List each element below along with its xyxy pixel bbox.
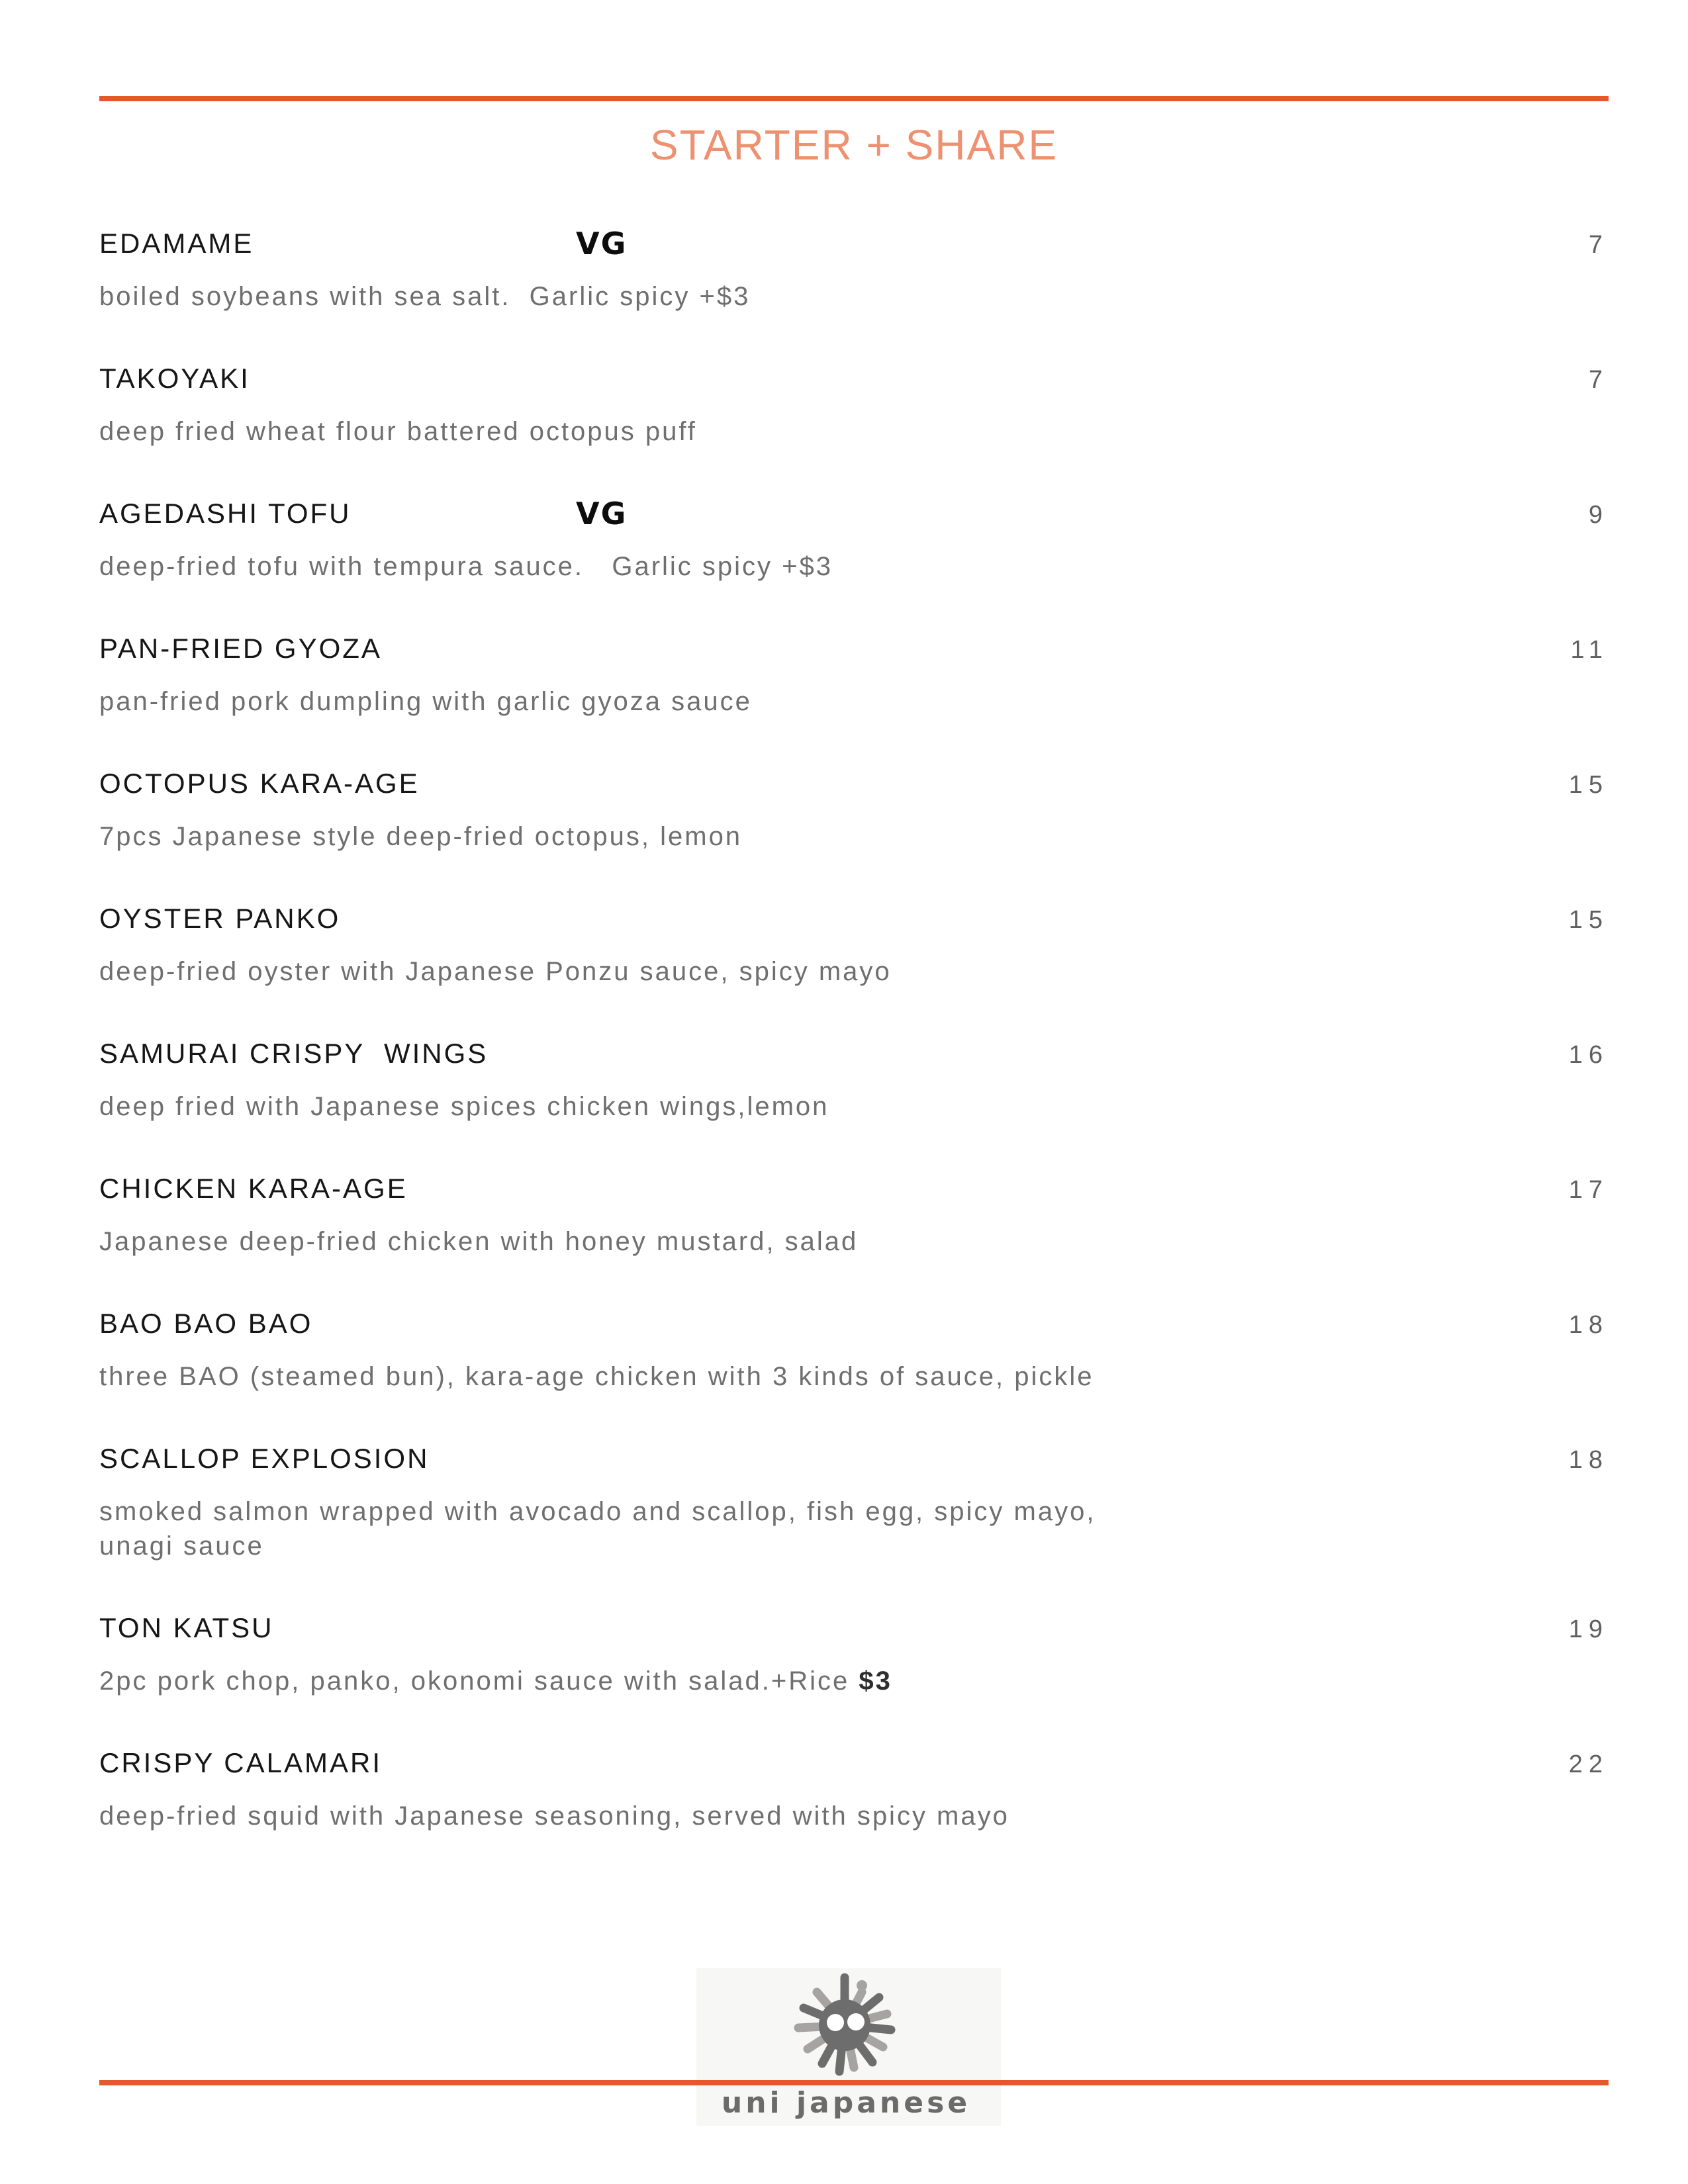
item-name: OCTOPUS KARA-AGE (99, 768, 420, 799)
item-name: CRISPY CALAMARI (99, 1747, 382, 1778)
item-name: CHICKEN KARA-AGE (99, 1173, 408, 1204)
menu-item-agedashi-tofu (99, 496, 1609, 584)
item-name: TON KATSU (99, 1612, 274, 1643)
item-name: SCALLOP EXPLOSION (99, 1443, 430, 1474)
item-description: deep-fried oyster with Japanese Ponzu sauce, spicy mayo (99, 957, 892, 986)
menu-item-bao-bao-bao (99, 1306, 1609, 1394)
item-description-text: 2pc pork chop, panko, okonomi sauce with salad.+Rice (99, 1666, 859, 1696)
item-name-row (99, 226, 1609, 262)
menu-item-oyster-panko (99, 901, 1609, 989)
item-name-row (99, 361, 1609, 397)
item-price: 15 (1568, 771, 1609, 799)
item-name: BAO BAO BAO (99, 1308, 313, 1339)
uni-sea-urchin-logo-icon (788, 1969, 901, 2081)
item-description-line1: smoked salmon wrapped with avocado and scallop, fish egg, spicy mayo, (99, 1497, 1096, 1526)
item-description: deep fried wheat flour battered octopus puff (99, 417, 697, 446)
vegan-vg-icon: VG (576, 226, 628, 261)
bottom-divider (99, 2080, 1609, 2085)
item-description: deep fried with Japanese spices chicken wings,lemon (99, 1092, 829, 1121)
item-price: 16 (1568, 1041, 1609, 1069)
item-name-row (99, 1611, 1609, 1647)
top-divider (99, 96, 1609, 101)
item-name-row (99, 901, 1609, 937)
menu-item-ton-katsu (99, 1611, 1609, 1698)
item-description: boiled soybeans with sea salt. Garlic spicy +$3 (99, 282, 751, 311)
menu-item-octopus-kara-age (99, 766, 1609, 854)
item-price: 11 (1570, 636, 1609, 664)
item-description (99, 1494, 1609, 1563)
item-price: 7 (1588, 366, 1609, 394)
item-price: 9 (1588, 501, 1609, 529)
item-name-row (99, 1441, 1609, 1477)
item-name-row (99, 1746, 1609, 1782)
brand-wordmark: uni japanese (721, 2086, 971, 2120)
menu-item-edamame (99, 226, 1609, 314)
vegan-vg-icon: VG (576, 496, 628, 531)
item-price: 17 (1568, 1176, 1609, 1204)
item-name: TAKOYAKI (99, 363, 250, 394)
item-name: EDAMAME (99, 228, 254, 259)
item-description: pan-fried pork dumpling with garlic gyoza sauce (99, 687, 752, 716)
item-name-row (99, 631, 1609, 667)
menu-item-takoyaki (99, 361, 1609, 449)
item-price: 18 (1568, 1311, 1609, 1339)
menu-item-list (99, 226, 1609, 1833)
item-name: SAMURAI CRISPY WINGS (99, 1038, 489, 1069)
section-title: STARTER + SHARE (649, 121, 1058, 169)
item-name-row (99, 496, 1609, 532)
menu-item-scallop-explosion (99, 1441, 1609, 1563)
item-name-row (99, 1306, 1609, 1342)
item-description: three BAO (steamed bun), kara-age chicken with 3 kinds of sauce, pickle (99, 1362, 1094, 1391)
item-name-row (99, 1171, 1609, 1207)
item-name: AGEDASHI TOFU (99, 498, 352, 529)
item-description: deep-fried squid with Japanese seasoning, served with spicy mayo (99, 1801, 1009, 1831)
item-description: 7pcs Japanese style deep-fried octopus, lemon (99, 822, 743, 851)
item-name-row (99, 766, 1609, 802)
item-price: 19 (1568, 1615, 1609, 1643)
menu-item-chicken-kara-age (99, 1171, 1609, 1259)
item-name: PAN-FRIED GYOZA (99, 633, 382, 664)
menu-item-crispy-calamari (99, 1746, 1609, 1833)
item-price: 22 (1568, 1751, 1609, 1778)
item-price: 7 (1588, 231, 1609, 259)
menu-item-pan-fried-gyoza (99, 631, 1609, 719)
rice-addon-price: $3 (859, 1666, 892, 1696)
item-name: OYSTER PANKO (99, 903, 341, 934)
menu-item-samurai-crispy-wings (99, 1036, 1609, 1124)
item-description: Japanese deep-fried chicken with honey mustard, salad (99, 1227, 859, 1256)
item-description (99, 1664, 1609, 1698)
item-name-row (99, 1036, 1609, 1072)
item-description-line2: unagi sauce (99, 1531, 264, 1561)
item-price: 18 (1568, 1446, 1609, 1474)
item-description: deep-fried tofu with tempura sauce. Garlic spicy +$3 (99, 552, 833, 581)
item-price: 15 (1568, 906, 1609, 934)
